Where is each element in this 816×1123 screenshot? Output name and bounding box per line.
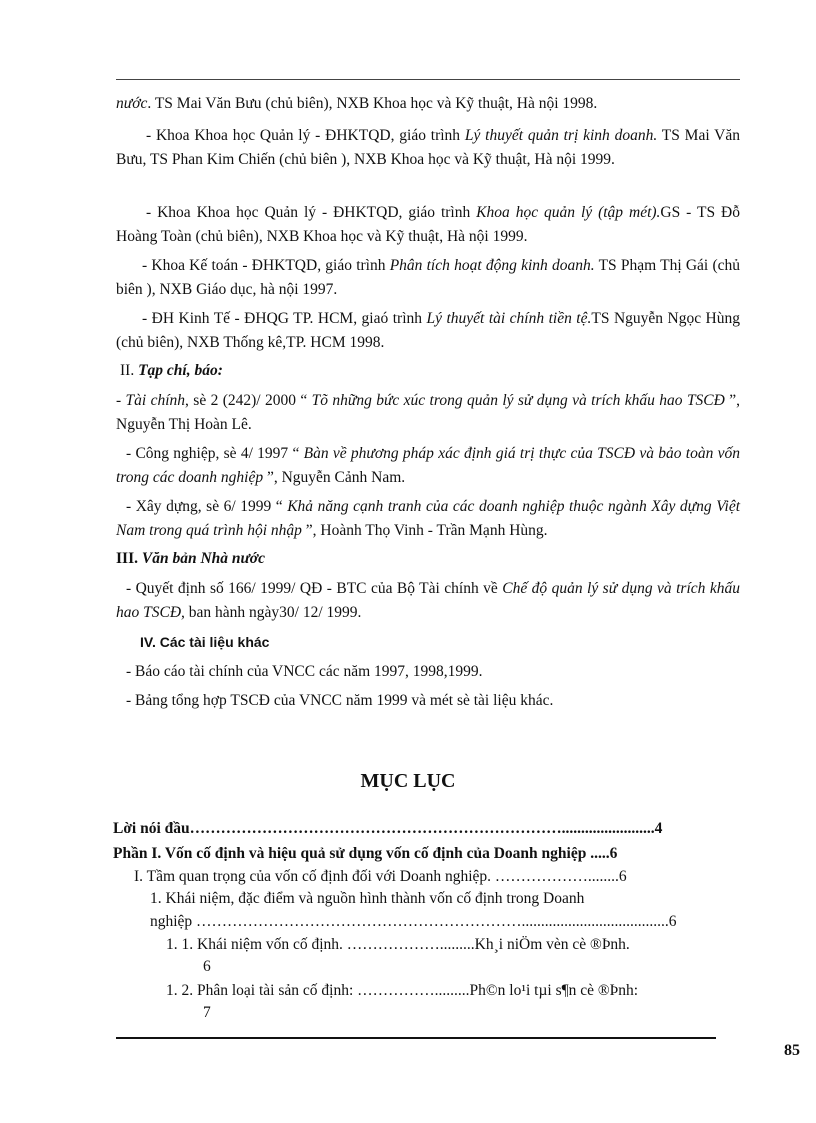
toc-entry[interactable]: Lời nói đầu………………………………………………………………........................4 [113,820,663,837]
reference-journal-2: - Công nghiệp, sè 4/ 1997 “ Bàn về phương pháp xác định giá trị thực của TSCĐ và bảo toàn vốn trong các doanh nghiệp ”, Nguyễn Cảnh Nam. [116,445,740,486]
toc-entry-page: 6 [203,958,211,975]
toc-entry[interactable]: nghiệp ………………………………………………………......................................6 [150,913,677,930]
section-heading-legal: III. Văn bản Nhà nước [116,550,265,567]
header-rule [116,79,740,80]
toc-entry[interactable]: 1. 2. Phân loại tài sản cố định: …………….........Ph©n lo¹i tµi s¶n cè ®Þnh: [166,982,639,999]
footer-rule [116,1037,716,1039]
toc-entry[interactable]: 1. Khái niệm, đặc điểm và nguồn hình thành vốn cố định trong Doanh [150,890,585,907]
reference-title: nước [116,95,148,112]
toc-entry[interactable]: Phần I. Vốn cố định và hiệu quả sử dụng vốn cố định của Doanh nghiệp .....6 [113,845,618,862]
reference-book-1: - Khoa Khoa học Quản lý - ĐHKTQD, giáo trình Lý thuyết quản trị kinh doanh. TS Mai Văn Bưu, TS Phan Kim Chiến (chủ biên ), NXB Khoa học và Kỹ thuật, Hà nội 1999. [116,127,740,168]
toc-entry[interactable]: I. Tầm quan trọng của vốn cố định đối với Doanh nghiệp. ………………........6 [134,868,627,885]
toc-title: MỤC LỤC [360,770,456,792]
page-number: 85 [784,1042,800,1059]
section-heading-journals: II. Tạp chí, báo: [120,362,223,379]
reference-other-1: - Báo cáo tài chính của VNCC các năm 1997, 1998,1999. [126,663,483,680]
section-heading-others: IV. Các tài liệu khác [140,634,270,650]
reference-other-2: - Bảng tổng hợp TSCĐ của VNCC năm 1999 và mét sè tài liệu khác. [126,692,554,709]
reference-continuation: nước. TS Mai Văn Bưu (chủ biên), NXB Khoa học và Kỹ thuật, Hà nội 1998. [116,95,598,112]
toc-entry[interactable]: 1. 1. Khái niệm vốn cố định. ……………….........Kh¸i niÖm vèn cè ®Þnh. [166,936,630,953]
reference-book-2: - Khoa Khoa học Quản lý - ĐHKTQD, giáo trình Khoa học quản lý (tập mét).GS - TS Đỗ Hoàng Toàn (chủ biên), NXB Khoa học và Kỹ thuật, Hà nội 1999. [116,204,740,245]
reference-book-4: - ĐH Kinh Tế - ĐHQG TP. HCM, giaó trình Lý thuyết tài chính tiền tệ.TS Nguyễn Ngọc Hùng (chủ biên), NXB Thống kê,TP. HCM 1998. [116,310,740,351]
reference-book-3: - Khoa Kế toán - ĐHKTQD, giáo trình Phân tích hoạt động kinh doanh. TS Phạm Thị Gái (chủ biên ), NXB Giáo dục, hà nội 1997. [116,257,741,298]
reference-journal-1: - Tài chính, sè 2 (242)/ 2000 “ Tõ những bức xúc trong quản lý sử dụng và trích khấu hao TSCĐ ”, Nguyễn Thị Hoàn Lê. [116,392,740,433]
toc-entry-page: 7 [203,1004,211,1021]
reference-decree: - Quyết định số 166/ 1999/ QĐ - BTC của Bộ Tài chính về Chế độ quản lý sử dụng và trích khấu hao TSCĐ, ban hành ngày30/ 12/ 1999. [116,580,740,621]
reference-journal-3: - Xây dựng, sè 6/ 1999 “ Khả năng cạnh tranh của các doanh nghiệp thuộc ngành Xây dựng Việt Nam trong quá trình hội nhập ”, Hoành Thọ Vinh - Trần Mạnh Hùng. [116,498,740,539]
